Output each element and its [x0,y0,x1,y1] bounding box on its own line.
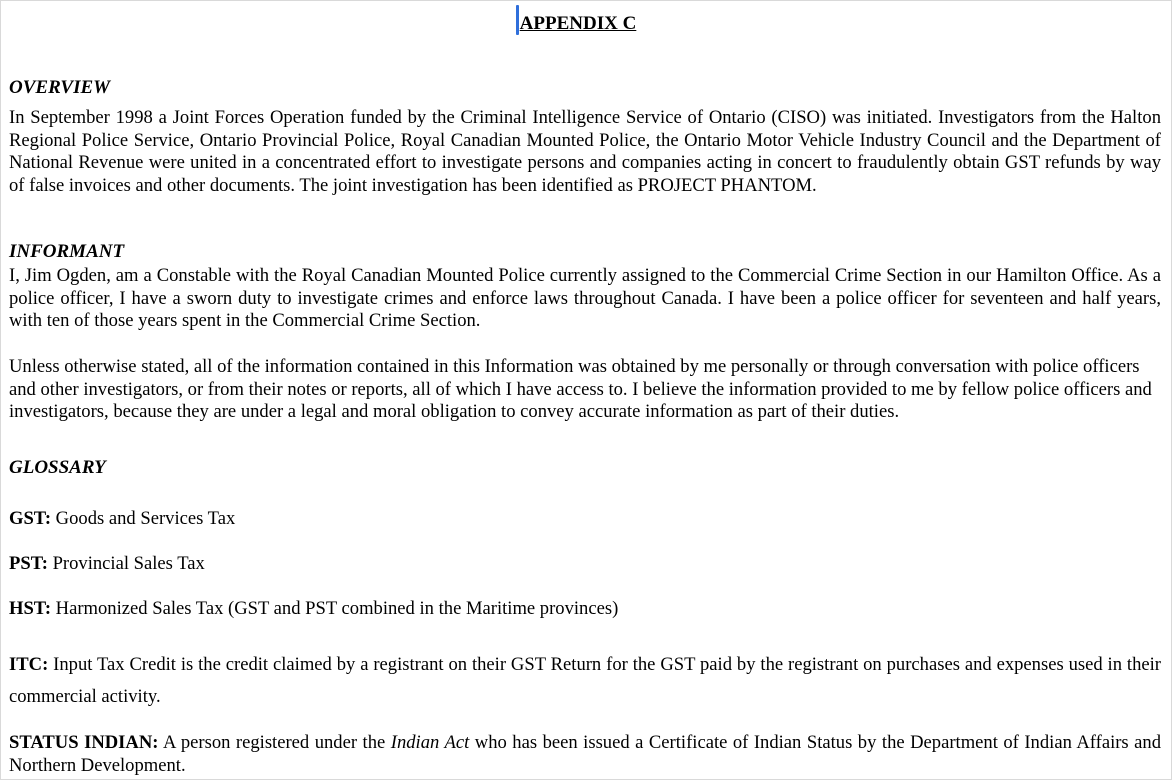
overview-paragraph: In September 1998 a Joint Forces Operation funded by the Criminal Intelligence Service of Ontario (CISO) was initiated. Investigators from the Halton Regional Police Service, Ontario Provincial Police, Royal Canadian Mounted Police, the Ontario Motor Vehicle Industry Council and the Department of National Revenue were united in a concentrated effort to investigate persons and companies acting in concert to fraudulently obtain GST refunds by way of false invoices and other documents. The joint investigation has been identified as PROJECT PHANTOM. [9,107,1161,197]
appendix-title[interactable] [518,13,637,34]
glossary-heading: GLOSSARY [9,457,106,478]
glossary-entry-pst [9,553,1161,576]
glossary-definition-end: who has been issued a Certificate of Indian Status by the Department of Indian Affairs and Northern Development. [9,732,1162,776]
overview-heading: OVERVIEW [9,77,111,98]
glossary-term: HST: [9,598,52,619]
appendix-title-text: APPENDIX C [519,13,637,34]
glossary-definition: Goods and Services Tax [51,508,236,529]
glossary-definition: Input Tax Credit is the credit claimed by a registrant on their GST Return for the GST paid by the registrant on purchases and expenses used in their commercial activity. [9,654,1161,707]
glossary-term: GST: [9,508,52,529]
glossary-entry-hst [9,598,1161,621]
title-row [1,13,1153,35]
glossary-term: PST: [9,553,48,574]
informant-paragraph-1: I, Jim Ogden, am a Constable with the Royal Canadian Mounted Police currently assigned to the Commercial Crime Section in our Hamilton Office. As a police officer, I have a sworn duty to investigate crimes and enforce laws throughout Canada. I have been a police officer for seventeen and half years, with ten of those years spent in the Commercial Crime Section. [9,265,1161,332]
text-cursor [516,5,519,35]
glossary-entry-status-indian [9,732,1161,777]
glossary-definition: Provincial Sales Tax [47,553,205,574]
glossary-definition-start: A person registered under the [158,732,391,753]
glossary-definition: Harmonized Sales Tax (GST and PST combined in the Maritime provinces) [51,598,619,619]
glossary-term: ITC: [9,654,49,675]
glossary-entry-gst [9,508,1161,531]
glossary-definition-act: Indian Act [390,732,470,753]
informant-paragraph-2: Unless otherwise stated, all of the information contained in this Information was obtained by me personally or through conversation with police officers and other investigators, or from their notes or reports, all of which I have access to. I believe the information provided to me by fellow police officers and investigators, because they are under a legal and moral obligation to convey accurate information as part of their duties. [9,356,1152,423]
glossary-term: STATUS INDIAN: [9,732,159,753]
informant-heading: INFORMANT [9,241,125,262]
glossary-entry-itc [9,649,1161,713]
